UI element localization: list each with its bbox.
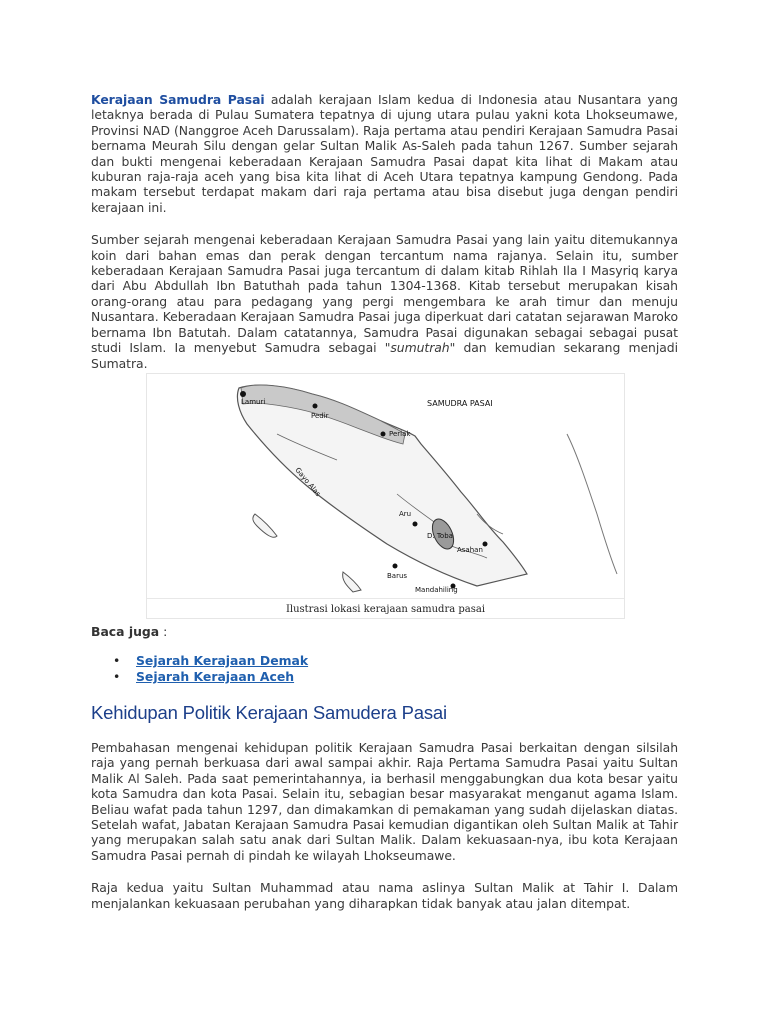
related-links	[91, 653, 678, 685]
aru-label: Aru	[399, 509, 412, 518]
map-figure	[146, 373, 625, 619]
read-also	[91, 624, 678, 639]
bullet-icon: •	[113, 652, 121, 668]
figure-caption: Ilustrasi lokasi kerajaan samudra pasai	[147, 598, 624, 615]
sumutrah-term: sumutrah	[390, 340, 450, 356]
section-heading: Kehidupan Politik Kerajaan Samudera Pasai	[91, 701, 447, 723]
intro-text: adalah kerajaan Islam kedua di Indonesia atau Nusantara yang letaknya berada di Pulau Sumatera tepatnya di ujung utara pulau yakni kota Lhokseumawe, Provinsi NAD (Nanggroe Aceh Darussalam). Raja pertama atau pendiri Kerajaan Samudra Pasai bernama Meurah Silu dengan gelar Sultan Malik As-Saleh pada tahun 1267. Sumber sejarah dan bukti mengenai keberadaan Kerajaan Samudra Pasai dapat kita lihat di Makam atau kuburan raja-raja aceh yang bisa kita lihat di Aceh Utara tepatnya kampung Gendong. Pada makam tersebut terdapat makam dari raja pertama atau bisa disebut juga dengan pendiri kerajaan ini.	[91, 92, 679, 215]
gayo-label: Gayo Alas	[293, 466, 323, 499]
nias-island	[343, 572, 361, 592]
sources-text: Sumber sejarah mengenai keberadaan Kerajaan Samudra Pasai yang lain yaitu ditemukannya koin dari bahan emas dan perak dengan tercantum nama rajanya. Selain itu, sumber keberadaan Kerajaan Samudra Pasai juga tercantum di dalam kitab Rihlah Ila I Masyriq karya dari Abu Abdullah Ibn Batuthah pada tahun 1304-1368. Kitab tersebut merupakan kisah orang-orang atau para pedagang yang pergi mengembara ke arah timur dan menuju Nusantara. Keberadaan Kerajaan Samudra Pasai juga diperkuat dari catatan sejarawan Maroko bernama Ibn Batutah. Dalam catatannya, Samudra Pasai digunakan sebagai sebagai pusat studi Islam. Ia menyebut Samudra sebagai "	[91, 232, 678, 356]
related-link-aceh[interactable]: Sejarah Kerajaan Aceh	[136, 668, 295, 684]
related-link-demak[interactable]: Sejarah Kerajaan Demak	[136, 652, 309, 668]
asahan-label: Asahan	[457, 545, 483, 554]
list-item	[91, 653, 678, 669]
intro-paragraph	[91, 92, 678, 215]
sumatra-landmass	[237, 385, 527, 586]
lamuri-label: Lamuri	[241, 397, 266, 406]
perlak-label: Perlak	[389, 429, 411, 438]
sources-paragraph	[91, 232, 678, 371]
simeulue-island	[253, 514, 277, 537]
sources-text-end: " dan kemudian sekarang menjadi Sumatra.	[91, 340, 678, 371]
barus-label: Barus	[387, 571, 408, 580]
politics-paragraph: Pembahasan mengenai kehidupan politik Kerajaan Samudra Pasai berkaitan dengan silsilah raja yang pernah berkuasa dari awal sampai akhir. Raja Pertama Samudra Pasai yaitu Sultan Malik Al Saleh. Pada saat pemerintahannya, ia berhasil menggabungkan dua kota besar yaitu kota Samudra dan kota Pasai. Selain itu, sebagian besar masyarakat menganut agama Islam. Beliau wafat pada tahun 1297, dan dimakamkan di pemakaman yang sudah dijelaskan diatas. Setelah wafat, Jabatan Kerajaan Samudra Pasai kemudian digantikan oleh Sultan Malik at Tahir yang merupakan salah satu anak dari Sultan Malik. Dalam kekuasaan-nya, ibu kota Kerajaan Samudra Pasai pernah di pindah ke wilayah Lhokseumawe.	[91, 739, 678, 863]
toba-label: D. Toba	[427, 531, 453, 540]
malay-coast	[567, 434, 617, 574]
article	[91, 92, 678, 911]
samudra-pasai-map	[147, 374, 626, 594]
pedir-label: Pedir	[311, 411, 329, 420]
bullet-icon: •	[113, 668, 121, 684]
mandahiling-label: Mandahiling	[415, 585, 458, 594]
read-also-sep: :	[159, 623, 168, 639]
second-king-paragraph: Raja kedua yaitu Sultan Muhammad atau nama aslinya Sultan Malik at Tahir I. Dalam menjalankan kekuasaan perubahan yang diharapkan tidak banyak atau jalan ditempat.	[91, 880, 678, 911]
read-also-label: Baca juga	[91, 623, 160, 639]
map-title-label: SAMUDRA PASAI	[427, 398, 493, 408]
list-item	[91, 669, 678, 685]
kingdom-name-link[interactable]: Kerajaan Samudra Pasai	[91, 92, 265, 107]
